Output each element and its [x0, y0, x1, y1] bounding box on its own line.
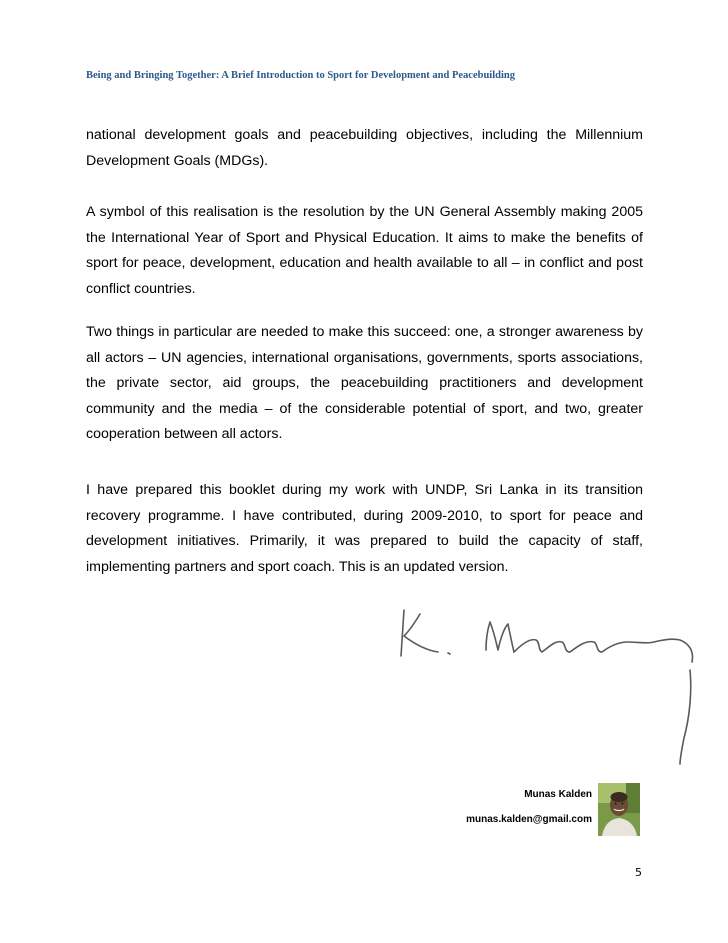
- running-header: Being and Bringing Together: A Brief Introduction to Sport for Development and Peacebuilding: [86, 70, 515, 81]
- paragraph-2: A symbol of this realisation is the resolution by the UN General Assembly making 2005 the International Year of Sport and Physical Education. It aims to make the benefits of sport for peace, development, education and health available to all – in conflict and post conflict countries.: [86, 204, 643, 297]
- handwritten-signature: [390, 598, 700, 766]
- author-name: Munas Kalden: [524, 789, 592, 800]
- page-number: 5: [635, 866, 642, 879]
- author-photo: [598, 783, 640, 836]
- paragraph-4: I have prepared this booklet during my work with UNDP, Sri Lanka in its transition recovery programme. I have contributed, during 2009-2010, to sport for peace and development initiatives. Primarily, it was prepared to build the capacity of staff, implementing partners and sport coach. This is an updated version.: [86, 482, 643, 575]
- paragraph-3: Two things in particular are needed to make this succeed: one, a stronger awareness by all actors – UN agencies, international organisations, governments, sports associations, the private sector, aid groups, the peacebuilding practitioners and development community and the media – of the considerable potential of sport, and two, greater cooperation between all actors.: [86, 324, 643, 442]
- author-email[interactable]: munas.kalden@gmail.com: [466, 814, 592, 825]
- paragraph-1: national development goals and peacebuilding objectives, including the Millennium Development Goals (MDGs).: [86, 127, 643, 169]
